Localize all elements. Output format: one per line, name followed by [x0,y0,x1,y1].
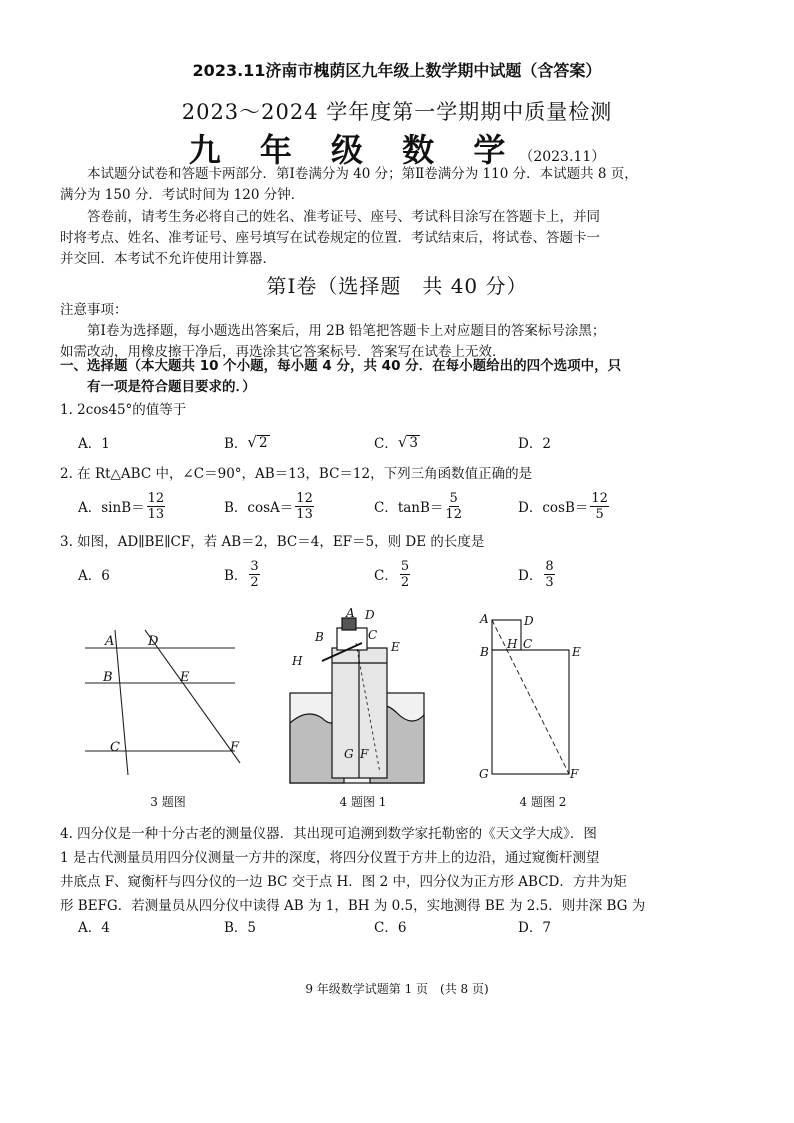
q4-line: 4. 四分仪是一种十分古老的测量仪器．其出现可追溯到数学家托勒密的《天文学大成》．图 [60,826,597,842]
intro-paragraph-1 [60,164,736,206]
label-h: H [507,637,518,651]
q4-option-c[interactable]: C．6 [374,920,407,936]
sqrt-symbol: √ 2 [247,433,268,451]
q3-option-a[interactable]: A．6 [78,568,110,584]
part1-line: 一、选择题（本大题共 10 个小题，每小题 4 分，共 40 分．在每小题给出的四个选项中，只 [60,358,622,374]
figure-4-1-quadrant-well [282,603,432,788]
label-f: F [570,767,579,781]
q2-option-a[interactable]: A．sinB＝ $\frac{12}{13}$ [78,490,165,522]
intro-line: 时将考点、姓名、准考证号、座号填写在试卷规定的位置．考试结束后，将试卷、答题卡一 [60,230,600,246]
label-d: D [365,608,375,622]
notice-label: 注意事项： [60,302,128,318]
label-b: B [480,645,489,659]
option-label: B． [224,436,248,452]
fraction: $\frac{8}{3}$ [545,558,554,590]
q1-option-b[interactable] [224,424,270,460]
figure-3-caption: 3 题图 [150,795,186,809]
document-top-title: 2023.11济南市槐荫区九年级上数学期中试题（含答案） [192,61,602,80]
figure-4-1-caption: 4 题图 1 [339,795,387,809]
question-3-options [78,556,718,592]
label-a: A [105,634,115,649]
page-footer: 9 年级数学试题第 1 页 (共 8 页) [305,982,489,996]
intro-line: 满分为 150 分．考试时间为 120 分钟． [60,187,305,203]
q4-option-b[interactable]: B．5 [224,920,257,936]
rectangle-befg [492,650,569,774]
question-2-stem: 2. 在 Rt△ABC 中，∠C＝90°，AB＝13，BC＝12，下列三角函数值正确的是 [60,466,533,482]
label-e: E [391,640,400,654]
option-label: C． [374,436,398,452]
label-f: F [360,747,369,761]
q1-option-d[interactable]: D．2 [518,436,551,452]
q4-line: 井底点 F、窥衡杆与四分仪的一边 BC 交于点 H．图 2 中，四分仪为正方形 ABCD．方井为矩 [60,874,627,890]
label-g: G [479,767,489,781]
question-4-stem [60,822,740,918]
q2-option-d[interactable]: D．cosB＝ $\frac{12}{5}$ [518,490,608,522]
exam-main-title: 九 年 级 数 学 [188,131,520,169]
question-1-stem: 1. 2cos45°的值等于 [60,402,187,418]
q4-line: 形 BEFG．若测量员从四分仪中读得 AB 为 1，BH 为 0.5，实地测得 BE 为 2.5．则井深 BG 为 [60,898,646,914]
label-e: E [180,670,190,685]
q3-option-c[interactable]: C． $\frac{5}{2}$ [374,558,410,590]
notice-line: 第Ⅰ卷为选择题，每小题选出答案后，用 2B 铅笔把答题卡上对应题目的答案标号涂黑； [87,323,606,339]
part1-line: 有一项是符合题目要求的．） [87,379,256,395]
question-4-options [78,908,718,944]
intro-line: 本试题分试卷和答题卡两部分．第Ⅰ卷满分为 40 分；第Ⅱ卷满分为 110 分．本试题共 8 页， [87,166,638,182]
q4-option-a[interactable]: A．4 [78,920,110,936]
exam-subtitle: 2023～2024 学年度第一学期期中质量检测 [181,100,613,124]
label-c: C [368,628,378,642]
q1-option-a[interactable]: A．1 [78,436,110,452]
exam-date: （2023.11） [519,149,606,165]
label-a: A [346,606,355,620]
sqrt-symbol: √ 3 [397,433,418,451]
q1-option-c[interactable] [374,424,420,460]
q4-option-d[interactable]: D．7 [518,920,551,936]
label-c: C [523,637,533,651]
notice-block [60,300,736,363]
intro-paragraph-2 [60,207,736,270]
label-g: G [344,747,354,761]
fraction: $\frac{5}{2}$ [400,558,410,590]
question-3-stem: 3. 如图，AD∥BE∥CF，若 AB＝2，BC＝4，EF＝5，则 DE 的长度是 [60,534,485,550]
fraction: $\frac{5}{12}$ [445,490,462,522]
q2-option-c[interactable]: C．tanB＝ $\frac{5}{12}$ [374,490,462,522]
part1-instruction [60,356,736,398]
label-f: F [230,740,240,755]
fraction: $\frac{3}{2}$ [250,558,259,590]
figure-4-2-geometry [472,608,592,788]
label-c: C [110,740,120,755]
fraction: $\frac{12}{13}$ [147,490,165,522]
intro-line: 答卷前，请考生务必将自己的姓名、准考证号、座号、考试科目涂写在答题卡上，并同 [87,209,600,225]
label-h: H [292,654,303,668]
section-title: 第Ⅰ卷（选择题 共 40 分） [266,274,528,298]
fraction: $\frac{12}{13}$ [296,490,313,522]
transversal-right [145,630,240,763]
notice-line: 如需改动，用橡皮擦干净后，再选涂其它答案标号．答案写在试卷上无效． [60,344,506,360]
label-a: A [480,612,489,626]
figure-3-parallel-lines [70,615,260,790]
question-2-options [78,488,718,524]
q4-line: 1 是古代测量员用四分仪测量一方井的深度，将四分仪置于方井上的边沿，通过窥衡杆测望 [60,850,600,866]
figure-4-2-caption: 4 题图 2 [519,795,567,809]
question-1-options [78,424,718,460]
q2-option-b[interactable]: B．cosA＝ $\frac{12}{13}$ [224,490,313,522]
label-b: B [103,670,113,685]
label-b: B [315,630,324,644]
intro-line: 并交回．本考试不允许使用计算器． [60,251,276,267]
label-d: D [148,634,159,649]
q3-option-d[interactable]: D． $\frac{8}{3}$ [518,558,554,590]
label-e: E [572,645,581,659]
fraction: $\frac{12}{5}$ [591,490,608,522]
q3-option-b[interactable]: B． $\frac{3}{2}$ [224,558,259,590]
label-d: D [524,614,534,628]
